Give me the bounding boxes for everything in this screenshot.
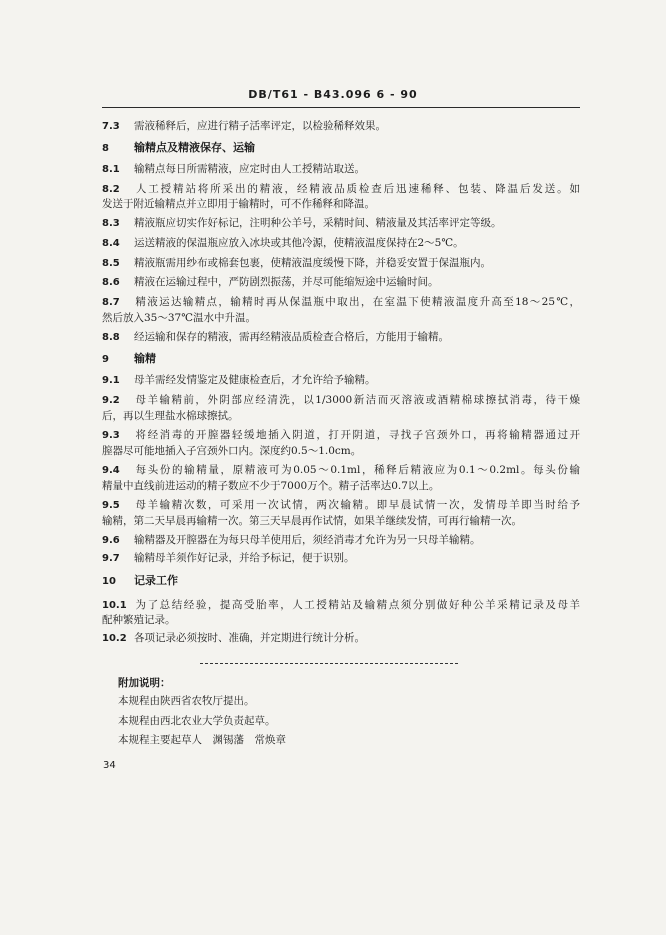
clause-9-3 — [102, 428, 580, 443]
header-divider — [102, 107, 580, 108]
page-number: 34 — [103, 760, 116, 771]
clause-number: 10.1 — [102, 600, 127, 611]
section-number: 10 — [102, 576, 116, 587]
clause-text: 需液稀释后，应进行精子活率评定，以检验稀释效果。 — [134, 120, 386, 132]
clause-8-4 — [102, 236, 580, 251]
note-drafting-unit: 本规程由西北农业大学负责起草。 — [118, 715, 276, 727]
footer-divider — [200, 663, 458, 664]
clause-7-3 — [102, 119, 580, 134]
note-proposer: 本规程由陕西省农牧厅提出。 — [118, 695, 255, 707]
clause-number: 8.4 — [102, 238, 120, 249]
clause-number: 8.8 — [102, 332, 120, 343]
section-8-heading — [102, 141, 580, 156]
clause-number: 8.1 — [102, 164, 120, 175]
clause-number: 9.2 — [102, 395, 120, 406]
clause-number: 9.7 — [102, 553, 120, 564]
clause-text: 经运输和保存的精液，需再经精液品质检查合格后，方能用于输精。 — [134, 331, 449, 343]
clause-text: 每头份的输精量，原精液可为0.05～0.1ml，稀释后精液应为0.1～0.2ml。每头份输 — [134, 464, 580, 476]
clause-10-1-cont — [102, 613, 580, 627]
clause-number: 8.5 — [102, 258, 120, 269]
clause-text: 后，再以生理盐水棉球擦拭。 — [102, 410, 239, 422]
additional-notes-title: 附加说明： — [118, 677, 171, 689]
clause-8-7 — [102, 295, 580, 310]
clause-text: 精液瓶需用纱布或棉套包裹，使精液温度缓慢下降，并稳妥安置于保温瓶内。 — [134, 257, 491, 269]
clause-10-2 — [102, 631, 580, 646]
section-title: 记录工作 — [134, 574, 178, 587]
clause-number: 9.4 — [102, 465, 120, 476]
clause-number: 9.1 — [102, 375, 120, 386]
clause-text: 将经消毒的开膣器轻缓地插入阴道，打开阴道，寻找子宫颈外口，再将输精器通过开 — [134, 429, 580, 441]
clause-8-1 — [102, 162, 580, 177]
clause-10-1 — [102, 598, 580, 613]
clause-text: 各项记录必须按时、准确，并定期进行统计分析。 — [134, 632, 365, 644]
clause-text: 人工授精站将所采出的精液，经精液品质检查后迅速稀释、包装、降温后发送。如 — [134, 183, 580, 195]
clause-8-6 — [102, 275, 580, 290]
clause-9-4-cont — [102, 479, 580, 493]
section-title: 输精点及精液保存、运输 — [134, 141, 255, 154]
clause-number: 8.3 — [102, 218, 120, 229]
clause-9-6 — [102, 533, 580, 548]
clause-9-5 — [102, 498, 580, 513]
clause-8-8 — [102, 330, 580, 345]
clause-number: 9.5 — [102, 500, 120, 511]
clause-number: 7.3 — [102, 121, 120, 132]
clause-9-1 — [102, 373, 580, 388]
clause-number: 9.3 — [102, 430, 120, 441]
clause-text: 输精，第二天早晨再输精一次。第三天早晨再作试情，如果羊继续发情，可再行输精一次。 — [102, 515, 522, 527]
clause-text: 精量中直线前进运动的精子数应不少于7000万个。精子活率达0.7以上。 — [102, 480, 440, 492]
clause-number: 9.6 — [102, 535, 120, 546]
clause-8-2 — [102, 182, 580, 197]
clause-text: 母羊输精次数，可采用一次试情，两次输精。即早晨试情一次，发情母羊即当时给予 — [134, 499, 580, 511]
clause-8-2-cont — [102, 197, 580, 211]
clause-number: 8.7 — [102, 297, 120, 308]
clause-number: 8.6 — [102, 277, 120, 288]
clause-text: 为了总结经验，提高受胎率，人工授精站及输精点须分别做好种公羊采精记录及母羊 — [134, 599, 580, 611]
clause-text: 精液在运输过程中，严防剧烈振荡，并尽可能缩短途中运输时间。 — [134, 276, 439, 288]
clause-text: 精液运达输精点，输精时再从保温瓶中取出，在室温下使精液温度升高至18～25℃， — [134, 296, 580, 308]
clause-9-7 — [102, 551, 580, 566]
clause-8-5 — [102, 256, 580, 271]
clause-number: 8.2 — [102, 184, 120, 195]
document-code: DB/T61 - B43.096 6 - 90 — [248, 88, 418, 101]
clause-text: 精液瓶应切实作好标记，注明种公羊号，采精时间、精液量及其活率评定等级。 — [134, 217, 502, 229]
section-number: 8 — [102, 143, 109, 154]
clause-9-2 — [102, 393, 580, 408]
clause-text: 母羊需经发情鉴定及健康检查后，才允许给予输精。 — [134, 374, 376, 386]
clause-9-4 — [102, 463, 580, 478]
note-drafters: 本规程主要起草人 渊锡藩 常焕章 — [118, 734, 286, 746]
section-title: 输精 — [134, 352, 156, 365]
section-9-heading — [102, 352, 580, 367]
clause-8-7-cont — [102, 311, 580, 325]
clause-text: 然后放入35～37℃温水中升温。 — [102, 312, 256, 324]
clause-text: 输精点每日所需精液，应定时由人工授精站取送。 — [134, 163, 365, 175]
clause-text: 运送精液的保温瓶应放入冰块或其他冷源，使精液温度保持在2～5℃。 — [134, 237, 464, 249]
section-number: 9 — [102, 354, 109, 365]
clause-number: 10.2 — [102, 633, 127, 644]
clause-text: 母羊输精前，外阴部应经清洗，以1/3000新洁而灭溶液或酒精棉球擦拭消毒，待干燥 — [134, 394, 580, 406]
clause-9-5-cont — [102, 514, 580, 528]
clause-8-3 — [102, 216, 580, 231]
clause-text: 发送于附近输精点并立即用于输精时，可不作稀释和降温。 — [102, 198, 375, 210]
clause-text: 膣器尽可能地插入子宫颈外口内。深度约0.5～1.0cm。 — [102, 445, 362, 457]
section-10-heading — [102, 574, 580, 589]
clause-text: 输精器及开膣器在为每只母羊使用后，须经消毒才允许为另一只母羊输精。 — [134, 534, 481, 546]
clause-9-3-cont — [102, 444, 580, 458]
clause-text: 输精母羊须作好记录，并给予标记，便于识别。 — [134, 552, 355, 564]
clause-text: 配种繁殖记录。 — [102, 614, 176, 626]
clause-9-2-cont — [102, 409, 580, 423]
